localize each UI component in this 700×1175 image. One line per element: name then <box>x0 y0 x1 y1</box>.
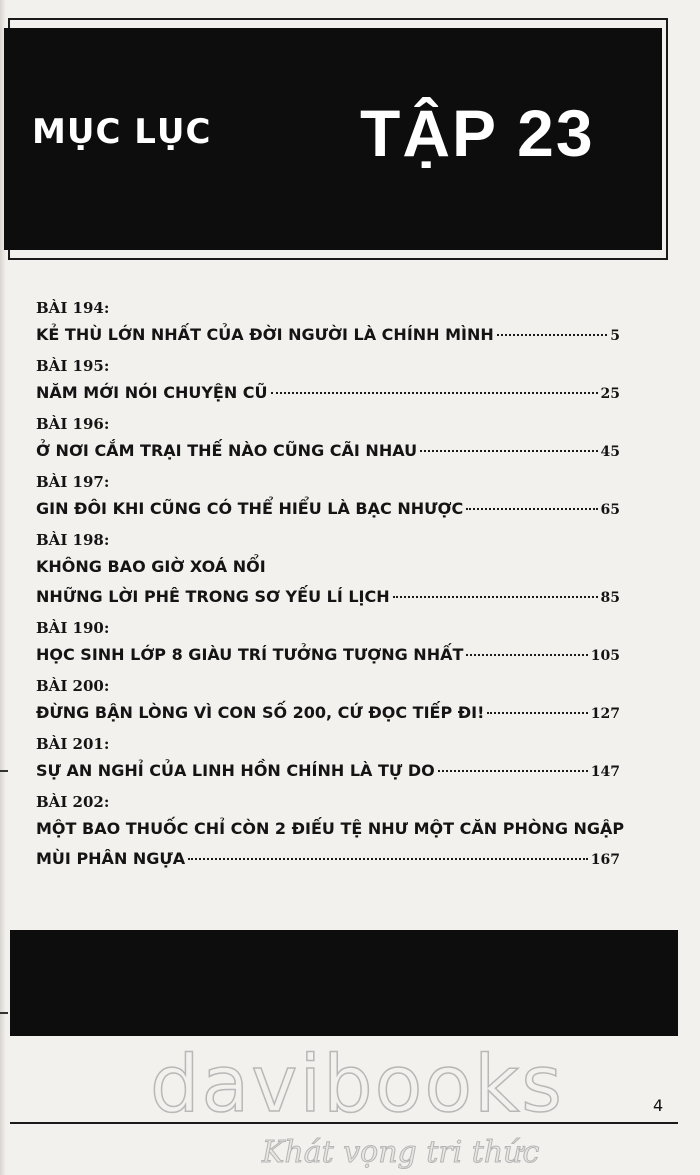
chapter-title-line[interactable] <box>36 378 620 408</box>
chapter-title-line[interactable] <box>36 756 620 786</box>
chapter-title: KHÔNG BAO GIỜ XOÁ NỔI <box>36 557 266 576</box>
dot-leader <box>487 712 587 714</box>
chapter-number: BÀI 196: <box>36 415 110 433</box>
page-number: 25 <box>600 386 620 402</box>
toc-entry <box>36 354 620 408</box>
chapter-title: SỰ AN NGHỈ CỦA LINH HỒN CHÍNH LÀ TỰ DO <box>36 761 435 780</box>
chapter-title: GIN ĐÔI KHI CŨNG CÓ THỂ HIỂU LÀ BẠC NHƯỢC <box>36 499 464 518</box>
chapter-number: BÀI 198: <box>36 531 110 549</box>
dot-leader <box>497 334 607 336</box>
page-number: 65 <box>600 502 620 518</box>
page-number: 5 <box>610 328 620 344</box>
page-number: 85 <box>600 590 620 606</box>
dot-leader <box>438 770 588 772</box>
footer-divider <box>10 1122 678 1124</box>
page-number: 147 <box>590 764 620 780</box>
page-number: 105 <box>590 648 620 664</box>
watermark-logo: davibooks <box>150 1040 564 1130</box>
chapter-title: MÙI PHÂN NGỰA <box>36 849 186 868</box>
chapter-number: BÀI 202: <box>36 793 110 811</box>
chapter-title: NHỮNG LỜI PHÊ TRONG SƠ YẾU LÍ LỊCH <box>36 587 390 606</box>
chapter-title-line[interactable] <box>36 640 620 670</box>
dot-leader <box>271 392 598 394</box>
edge-mark <box>0 770 8 772</box>
dot-leader <box>420 450 597 452</box>
chapter-title-line[interactable] <box>36 582 620 612</box>
chapter-number: BÀI 201: <box>36 735 110 753</box>
toc-entry <box>36 616 620 670</box>
chapter-title: NĂM MỚI NÓI CHUYỆN CŨ <box>36 383 268 402</box>
edge-mark <box>0 1012 8 1014</box>
chapter-title: HỌC SINH LỚP 8 GIÀU TRÍ TƯỞNG TƯỢNG NHẤT <box>36 645 464 664</box>
chapter-title-line[interactable] <box>36 844 620 874</box>
volume-title: TẬP 23 <box>360 96 595 170</box>
watermark-tagline: Khát vọng tri thức <box>262 1135 540 1170</box>
chapter-number: BÀI 190: <box>36 619 110 637</box>
chapter-number: BÀI 200: <box>36 677 110 695</box>
toc-entry <box>36 732 620 786</box>
toc-entry <box>36 296 620 350</box>
dot-leader <box>393 596 598 598</box>
toc-entry <box>36 412 620 466</box>
dot-leader <box>188 858 588 860</box>
dot-leader <box>466 654 587 656</box>
table-of-contents <box>36 292 625 874</box>
page-number: 127 <box>590 706 620 722</box>
chapter-title-line[interactable] <box>36 494 620 524</box>
chapter-title-line[interactable] <box>36 698 620 728</box>
chapter-title-line[interactable] <box>36 814 625 844</box>
chapter-number: BÀI 195: <box>36 357 110 375</box>
toc-entry <box>36 790 625 874</box>
footer-banner <box>10 930 678 1036</box>
chapter-title-line[interactable] <box>36 320 620 350</box>
dot-leader <box>466 508 597 510</box>
toc-heading: MỤC LỤC <box>32 112 212 152</box>
chapter-title: KẺ THÙ LỚN NHẤT CỦA ĐỜI NGƯỜI LÀ CHÍNH MÌNH <box>36 325 494 344</box>
toc-entry <box>36 674 620 728</box>
page-number: 4 <box>653 1096 664 1115</box>
chapter-title: Ở NƠI CẮM TRẠI THẾ NÀO CŨNG CÃI NHAU <box>36 441 418 460</box>
chapter-title-line[interactable] <box>36 436 620 466</box>
page-number: 45 <box>600 444 620 460</box>
toc-entry <box>36 470 620 524</box>
chapter-number: BÀI 197: <box>36 473 110 491</box>
chapter-title-line[interactable] <box>36 552 620 582</box>
chapter-title: ĐỪNG BẬN LÒNG VÌ CON SỐ 200, CỨ ĐỌC TIẾP ĐI! <box>36 703 485 722</box>
page-number: 167 <box>590 852 620 868</box>
chapter-number: BÀI 194: <box>36 299 110 317</box>
toc-entry <box>36 528 620 612</box>
chapter-title: MỘT BAO THUỐC CHỈ CÒN 2 ĐIẾU TỆ NHƯ MỘT CĂN PHÒNG NGẬP <box>36 819 625 838</box>
